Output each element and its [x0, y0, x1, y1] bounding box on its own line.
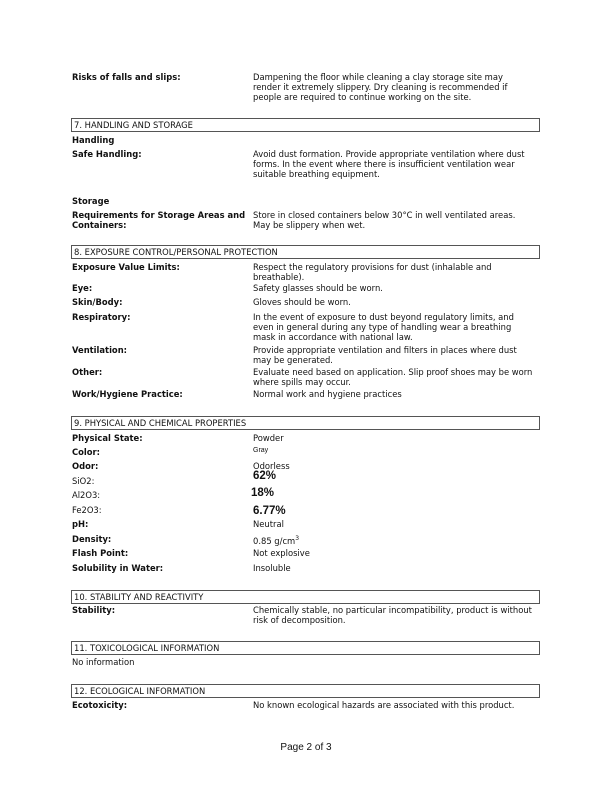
ventilation-label: Ventilation:	[72, 345, 128, 355]
physical-state-label: Physical State:	[72, 433, 143, 443]
odor-value: Odorless	[253, 461, 290, 471]
color-value: Gray	[253, 447, 269, 454]
respiratory-label: Respiratory:	[72, 312, 131, 322]
solubility-label: Solubility in Water:	[72, 563, 164, 573]
ph-label: pH:	[72, 519, 89, 529]
falls-value: Dampening the floor while cleaning a clay storage site may render it extremely slippery. Dry cleaning is recommended if people are required to continue working on the site.	[253, 72, 508, 102]
safe-handling-label: Safe Handling:	[72, 149, 142, 159]
density-value	[253, 534, 533, 546]
flash-point-label: Flash Point:	[72, 548, 129, 558]
al2o3-label: Al2O3:	[72, 490, 101, 500]
section-12-header: 12. ECOLOGICAL INFORMATION	[71, 684, 540, 698]
exposure-limits-label: Exposure Value Limits:	[72, 262, 180, 272]
respiratory-value: In the event of exposure to dust beyond regulatory limits, and even in general during any type of handling wear a breathing mask in accordance with national law.	[253, 312, 514, 342]
storage-req-label: Requirements for Storage Areas and Containers:	[72, 210, 246, 230]
handling-subheading: Handling	[72, 135, 115, 145]
odor-label: Odor:	[72, 461, 99, 471]
solubility-value: Insoluble	[253, 563, 291, 573]
stability-label: Stability:	[72, 605, 116, 615]
fe2o3-label: Fe2O3:	[72, 505, 102, 515]
fe2o3-value: 6.77%	[253, 505, 286, 517]
toxicological-text: No information	[72, 657, 135, 667]
storage-subheading: Storage	[72, 196, 110, 206]
stability-value: Chemically stable, no particular incompatibility, product is without risk of decomposition.	[253, 605, 532, 625]
flash-point-value: Not explosive	[253, 548, 310, 558]
density-label: Density:	[72, 534, 112, 544]
work-hygiene-value: Normal work and hygiene practices	[253, 389, 402, 399]
physical-state-value: Powder	[253, 433, 284, 443]
density-superscript: 3	[295, 535, 300, 542]
section-9-header: 9. PHYSICAL AND CHEMICAL PROPERTIES	[71, 416, 540, 430]
other-label: Other:	[72, 367, 103, 377]
sio2-label: SiO2:	[72, 476, 95, 486]
safe-handling-value: Avoid dust formation. Provide appropriate ventilation where dust forms. In the event where there is insufficient ventilation wear suitable breathing equipment.	[253, 149, 525, 179]
section-11-header: 11. TOXICOLOGICAL INFORMATION	[71, 641, 540, 655]
skin-value: Gloves should be worn.	[253, 297, 351, 307]
other-value: Evaluate need based on application. Slip proof shoes may be worn where spills may occur.	[253, 367, 533, 387]
ventilation-value: Provide appropriate ventilation and filters in places where dust may be generated.	[253, 345, 517, 365]
al2o3-value: 18%	[251, 487, 275, 499]
ecotoxicity-value: No known ecological hazards are associated with this product.	[253, 700, 515, 710]
section-8-header: 8. EXPOSURE CONTROL/PERSONAL PROTECTION	[71, 245, 540, 259]
eye-value: Safety glasses should be worn.	[253, 283, 383, 293]
density-number: 0.85 g/cm	[253, 535, 296, 546]
section-7-header: 7. HANDLING AND STORAGE	[71, 118, 540, 132]
falls-label: Risks of falls and slips:	[72, 72, 181, 82]
ph-value: Neutral	[253, 519, 284, 529]
color-label: Color:	[72, 447, 101, 457]
exposure-limits-value: Respect the regulatory provisions for dust (inhalable and breathable).	[253, 262, 492, 282]
eye-label: Eye:	[72, 283, 93, 293]
ecotoxicity-label: Ecotoxicity:	[72, 700, 128, 710]
page-number: Page 2 of 3	[280, 742, 332, 753]
section-10-header: 10. STABILITY AND REACTIVITY	[71, 590, 540, 604]
storage-req-value: Store in closed containers below 30°C in well ventilated areas. May be slippery when wet.	[253, 210, 516, 230]
skin-label: Skin/Body:	[72, 297, 123, 307]
work-hygiene-label: Work/Hygiene Practice:	[72, 389, 183, 399]
sio2-value: 62%	[253, 470, 277, 482]
